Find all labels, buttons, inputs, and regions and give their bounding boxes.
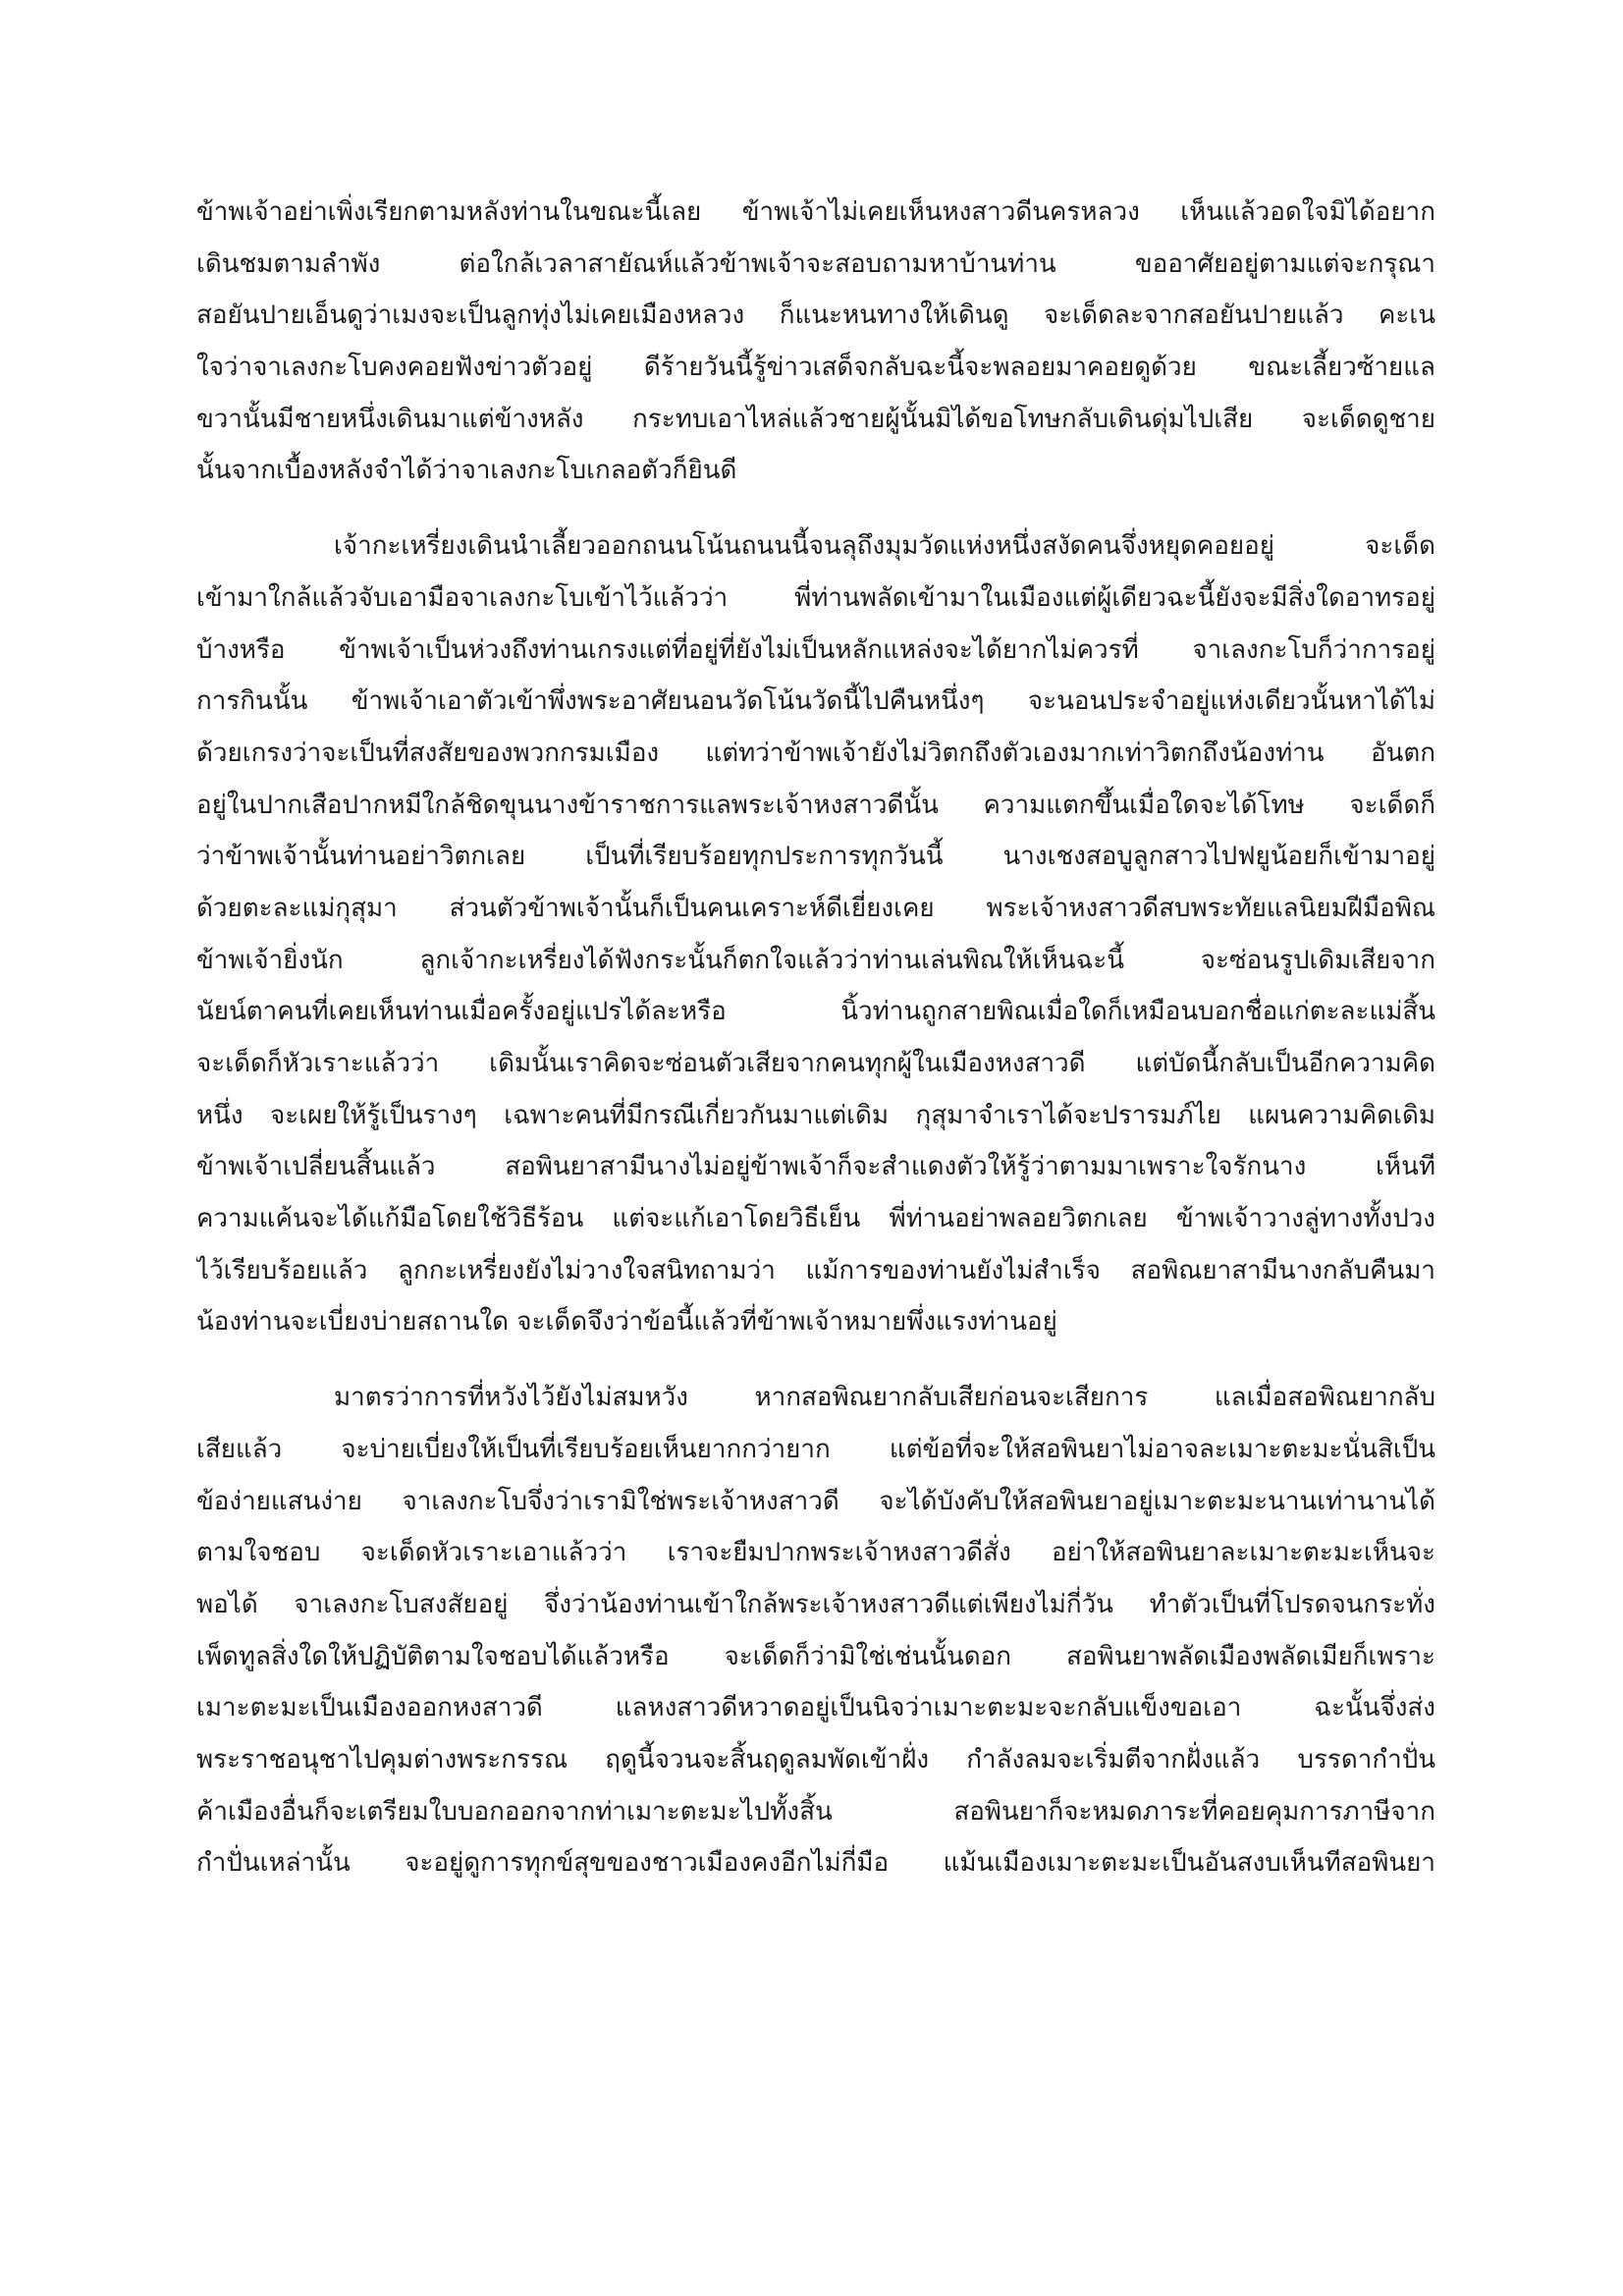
- text-line: ใจว่าจาเลงกะโบคงคอยฟังข่าวตัวอยู่ ดีร้ายวันนี้รู้ข่าวเสด็จกลับฉะนี้จะพลอยมาคอยดูด้วย ขณะเลี้ยวซ้ายแล: [196, 353, 1435, 383]
- text-line: ว่าข้าพเจ้านั้นท่านอย่าวิตกเลย เป็นที่เรียบร้อยทุกประการทุกวันนี้ นางเชงสอบูลูกสาวไปฟยูน้อยก็เข้ามาอยู่: [196, 842, 1435, 872]
- text-line: นัยน์ตาคนที่เคยเห็นท่านเมื่อครั้งอยู่แปรได้ละหรือ นิ้วท่านถูกสายพิณเมื่อใดก็เหมือนบอกชื่อแก่ตะละแม่สิ้น: [196, 997, 1435, 1027]
- text-line: การกินนั้น ข้าพเจ้าเอาตัวเข้าพึ่งพระอาศัยนอนวัดโน้นวัดนี้ไปคืนหนึ่งๆ จะนอนประจำอยู่แห่งเดียวนั้นหาได้ไม่: [196, 686, 1435, 717]
- text-line: จะเด็ดก็หัวเราะแล้วว่า เดิมนั้นเราคิดจะซ่อนตัวเสียจากคนทุกผู้ในเมืองหงสาวดี แต่บัดนี้กลับเป็นอีกความคิด: [196, 1049, 1435, 1078]
- text-line: นั้นจากเบื้องหลังจำได้ว่าจาเลงกะโบเกลอตัวก็ยินดี: [196, 456, 737, 486]
- text-line: มาตรว่าการที่หวังไว้ยังไม่สมหวัง หากสอพิณยากลับเสียก่อนจะเสียการ แลเมื่อสอพิณยากลับ: [334, 1383, 1435, 1413]
- text-line: ข้าพเจ้าเปลี่ยนสิ้นแล้ว สอพินยาสามีนางไม่อยู่ข้าพเจ้าก็จะสำแดงตัวให้รู้ว่าตามมาเพราะใจรักนาง เห็นที: [196, 1152, 1435, 1182]
- text-line: ข้าพเจ้าอย่าเพิ่งเรียกตามหลังท่านในขณะนี้เลย ข้าพเจ้าไม่เคยเห็นหงสาวดีนครหลวง เห็นแล้วอดใจมิได้อยาก: [196, 197, 1435, 227]
- text-line: พอได้ จาเลงกะโบสงสัยอยู่ จึ่งว่าน้องท่านเข้าใกล้พระเจ้าหงสาวดีแต่เพียงไม่กี่วัน ทำตัวเป็นที่โปรดจนกระทั่ง: [196, 1589, 1435, 1619]
- text-line: ค้าเมืองอื่นก็จะเตรียมใบบอกออกจากท่าเมาะตะมะไปทั้งสิ้น สอพินยาก็จะหมดภาระที่คอยคุมการภาษีจาก: [196, 1796, 1435, 1827]
- text-line: เมาะตะมะเป็นเมืองออกหงสาวดี แลหงสาวดีหวาดอยู่เป็นนิจว่าเมาะตะมะจะกลับแข็งขอเอา ฉะนั้นจึ่งส่ง: [196, 1693, 1435, 1723]
- text-line: อยู่ในปากเสือปากหมีใกล้ชิดขุนนางข้าราชการแลพระเจ้าหงสาวดีนั้น ความแตกขึ้นเมื่อใดจะได้โทษ จะเด็ดก็: [196, 790, 1435, 820]
- text-line: หนึ่ง จะเผยให้รู้เป็นรางๆ เฉพาะคนที่มีกรณีเกี่ยวกันมาแต่เดิม กุสุมาจำเราได้จะปรารมภ์ไย แผนความคิดเดิม: [196, 1100, 1435, 1130]
- text-line: ตามใจชอบ จะเด็ดหัวเราะเอาแล้วว่า เราจะยืมปากพระเจ้าหงสาวดีสั่ง อย่าให้สอพินยาละเมาะตะมะเห็นจะ: [196, 1538, 1435, 1568]
- text-line: เข้ามาใกล้แล้วจับเอามือจาเลงกะโบเข้าไว้แล้วว่า พี่ท่านพลัดเข้ามาในเมืองแต่ผู้เดียวฉะนี้ยังจะมีสิ่งใดอาทรอยู่: [196, 582, 1435, 613]
- text-line: บ้างหรือ ข้าพเจ้าเป็นห่วงถึงท่านเกรงแต่ที่อยู่ที่ยังไม่เป็นหลักแหล่งจะได้ยากไม่ควรที่ จาเลงกะโบก็ว่าการอยู่: [196, 634, 1435, 665]
- text-line: ความแค้นจะได้แก้มือโดยใช้วิธีร้อน แต่จะแก้เอาโดยวิธีเย็น พี่ท่านอย่าพลอยวิตกเลย ข้าพเจ้าวางลู่ทางทั้งปวง: [196, 1204, 1435, 1234]
- text-line: เดินชมตามลำพัง ต่อใกล้เวลาสายัณห์แล้วข้าพเจ้าจะสอบถามหาบ้านท่าน ขออาศัยอยู่ตามแต่จะกรุณา: [196, 248, 1435, 279]
- text-line: ขวานั้นมีชายหนึ่งเดินมาแต่ข้างหลัง กระทบเอาไหล่แล้วชายผู้นั้นมิได้ขอโทษกลับเดินดุ่มไปเสีย จะเด็ดดูชาย: [196, 404, 1435, 434]
- text-line: กำปั่นเหล่านั้น จะอยู่ดูการทุกข์สุขของชาวเมืองคงอีกไม่กี่มือ แม้นเมืองเมาะตะมะเป็นอันสงบเห็นทีสอพินยา: [196, 1848, 1435, 1879]
- paragraph-2: [196, 520, 1435, 1348]
- text-line: พระราชอนุชาไปคุมต่างพระกรรณ ฤดูนี้จวนจะสิ้นฤดูลมพัดเข้าฝั่ง กำลังลมจะเริ่มตีจากฝั่งแล้ว บรรดากำปั่น: [196, 1744, 1435, 1775]
- text-line: สอยันปายเอ็นดูว่าเมงจะเป็นลูกทุ่งไม่เคยเมืองหลวง ก็แนะหนทางให้เดินดู จะเด็ดละจากสอยันปายแล้ว คะเน: [196, 301, 1435, 331]
- body-text: [196, 187, 1435, 1889]
- text-line: ด้วยเกรงว่าจะเป็นที่สงสัยของพวกกรมเมือง แต่ทว่าข้าพเจ้ายังไม่วิตกถึงตัวเองมากเท่าวิตกถึงน้องท่าน อันตก: [196, 738, 1435, 768]
- text-line: ด้วยตะละแม่กุสุมา ส่วนตัวข้าพเจ้านั้นก็เป็นคนเคราะห์ดีเยี่ยงเคย พระเจ้าหงสาวดีสบพระทัยแลนิยมฝีมือพิณ: [196, 893, 1435, 923]
- paragraph-gap: [196, 497, 1435, 520]
- text-line: ไว้เรียบร้อยแล้ว ลูกกะเหรี่ยงยังไม่วางใจสนิทถามว่า แม้การของท่านยังไม่สำเร็จ สอพิณยาสามีนางกลับคืนมา: [196, 1255, 1435, 1285]
- text-line: ข้อง่ายแสนง่าย จาเลงกะโบจึ่งว่าเรามิใช่พระเจ้าหงสาวดี จะได้บังคับให้สอพินยาอยู่เมาะตะมะนานเท่านานได้: [196, 1486, 1435, 1516]
- text-line: เจ้ากะเหรี่ยงเดินนำเลี้ยวออกถนนโน้นถนนนี้จนลุถึงมุมวัดแห่งหนึ่งสงัดคนจึ่งหยุดคอยอยู่ จะเด็ด: [334, 531, 1435, 562]
- text-line: เสียแล้ว จะบ่ายเบี่ยงให้เป็นที่เรียบร้อยเห็นยากกว่ายาก แต่ข้อที่จะให้สอพินยาไม่อาจละเมาะตะมะนั่นสิเป็น: [196, 1434, 1435, 1464]
- text-line: น้องท่านจะเบี่ยงบ่ายสถานใด จะเด็ดจึงว่าข้อนี้แล้วที่ข้าพเจ้าหมายพึ่งแรงท่านอยู่: [196, 1307, 1057, 1338]
- text-line: เพ็ดทูลสิ่งใดให้ปฏิบัติตามใจชอบได้แล้วหรือ จะเด็ดก็ว่ามิใช่เช่นนั้นดอก สอพินยาพลัดเมืองพลัดเมียก็เพราะ: [196, 1641, 1435, 1671]
- text-line: ข้าพเจ้ายิ่งนัก ลูกเจ้ากะเหรี่ยงได้ฟังกระนั้นก็ตกใจแล้วว่าท่านเล่นพิณให้เห็นฉะนี้ จะซ่อนรูปเดิมเสียจาก: [196, 945, 1435, 975]
- paragraph-gap: [196, 1348, 1435, 1372]
- paragraph-1: [196, 187, 1435, 497]
- paragraph-3: [196, 1372, 1435, 1889]
